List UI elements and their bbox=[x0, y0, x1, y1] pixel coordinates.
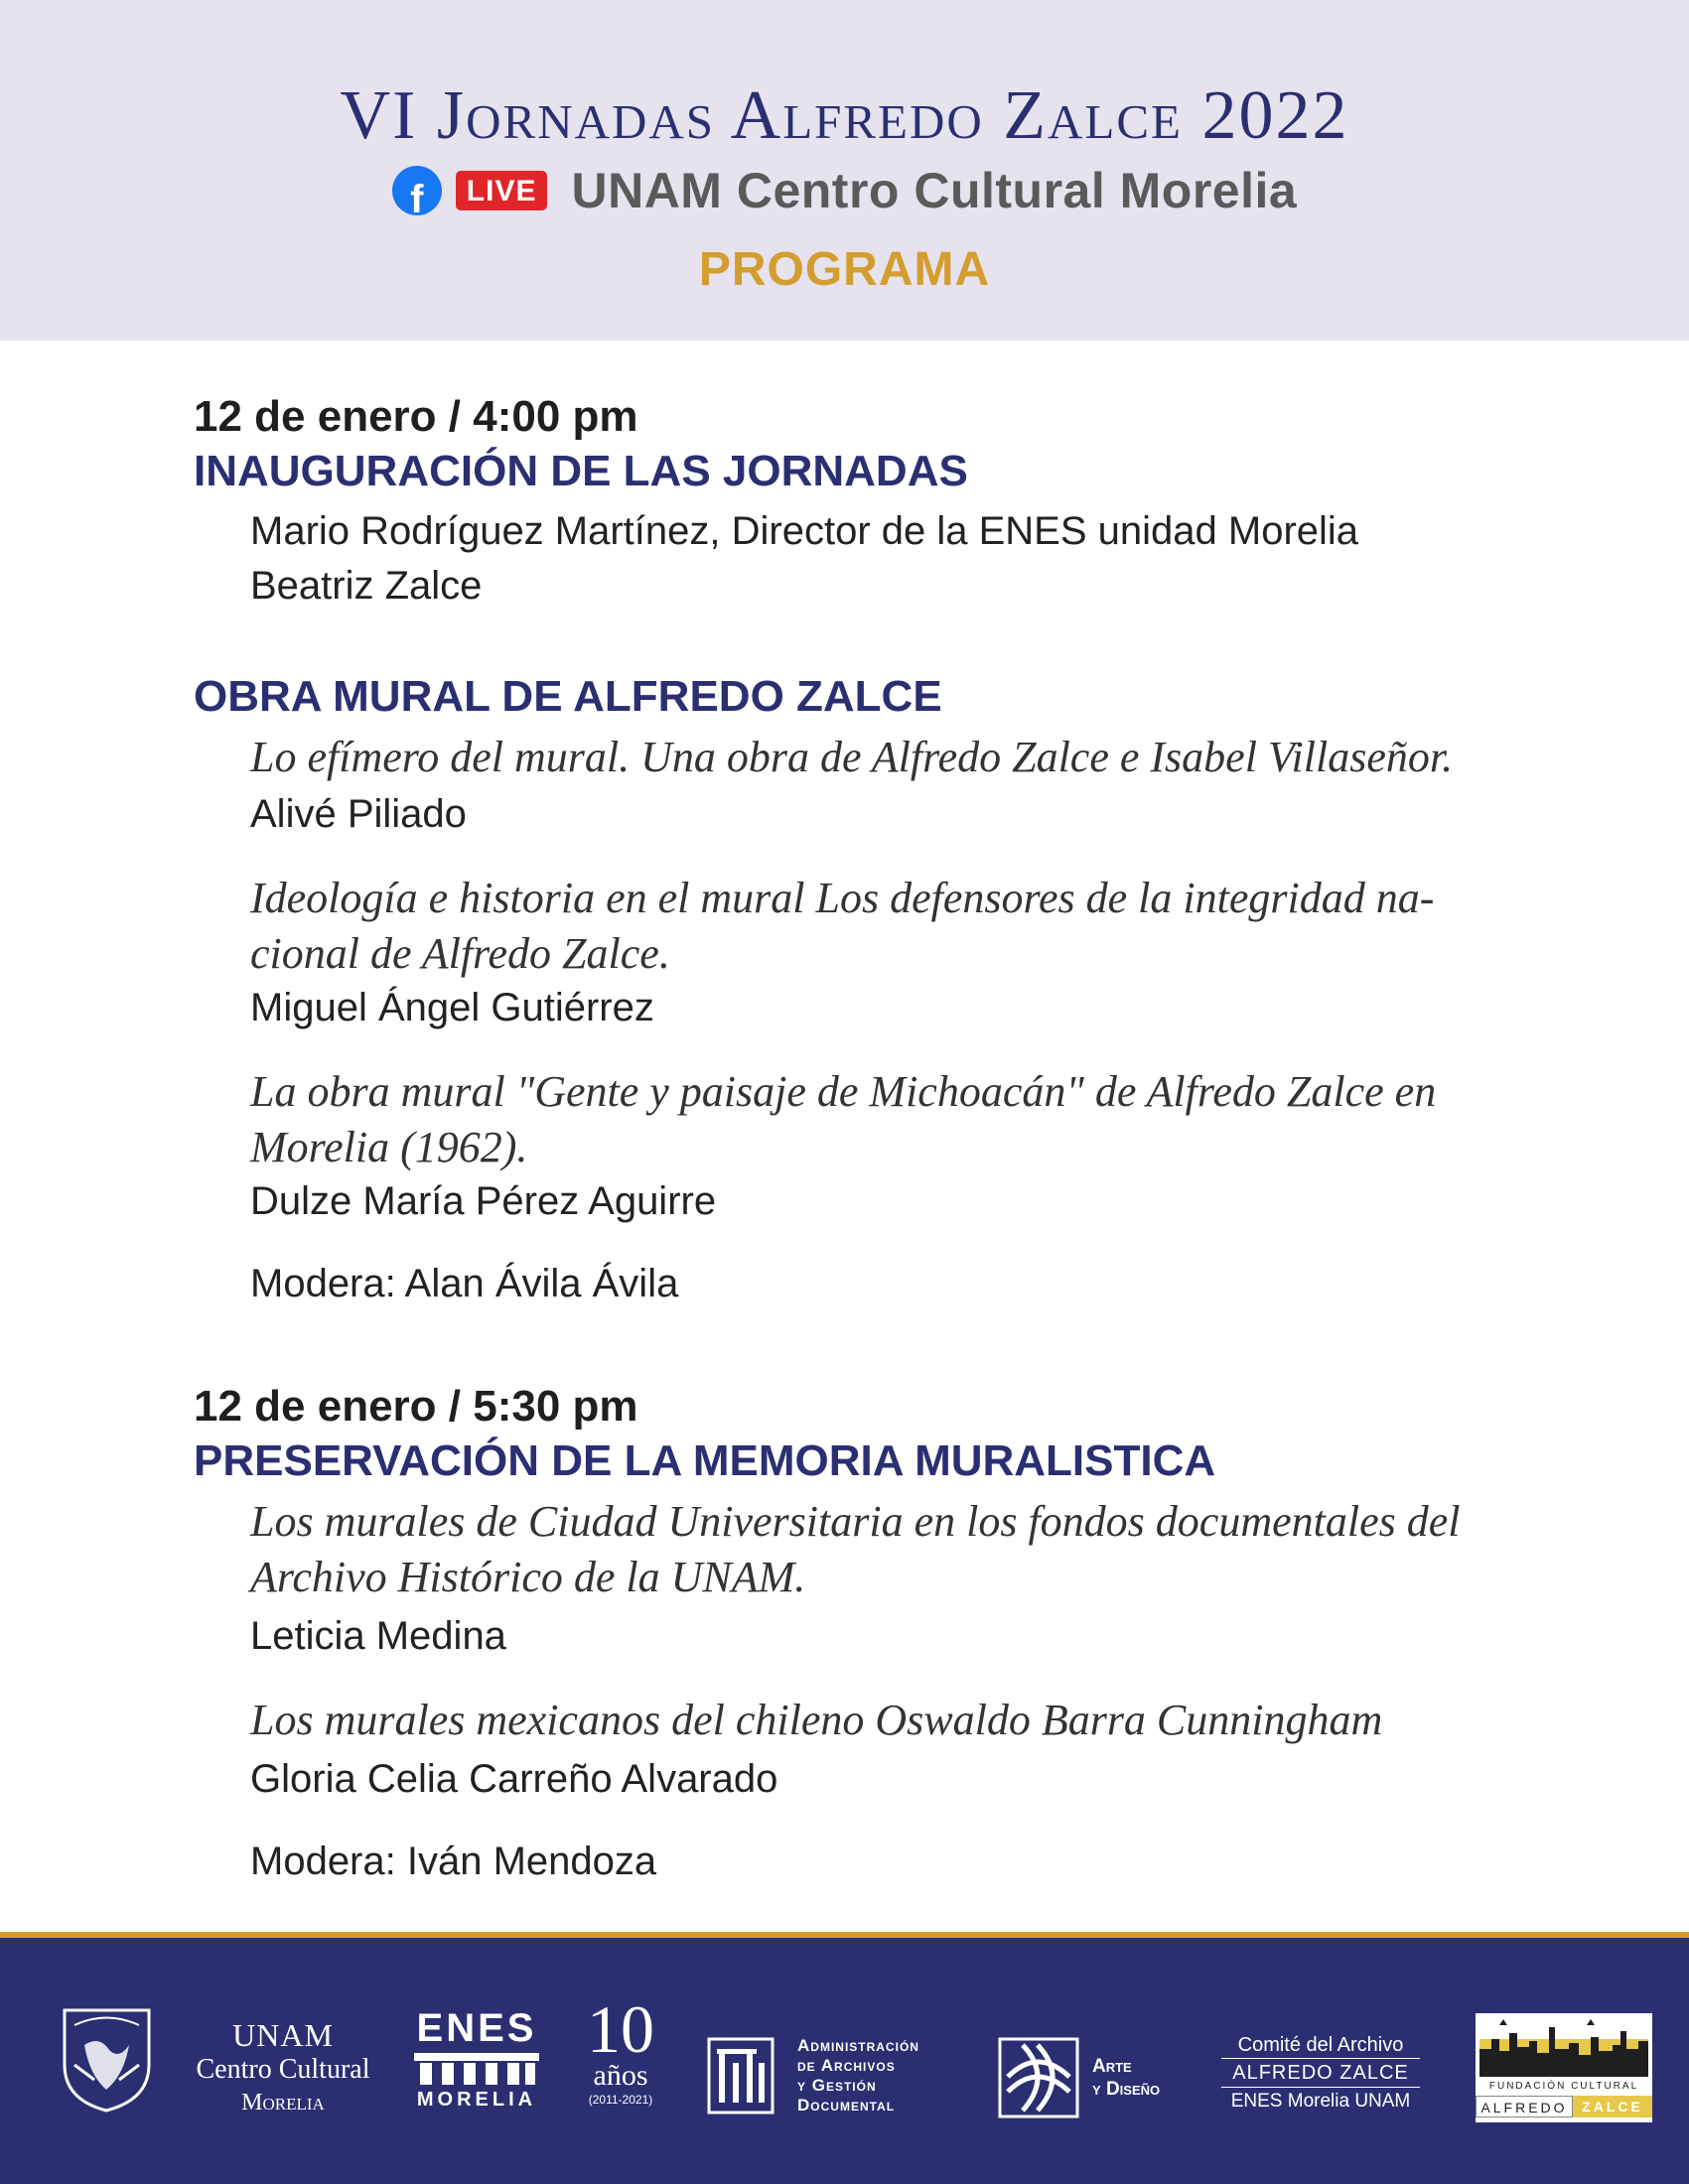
moderator: Modera: Iván Mendoza bbox=[250, 1840, 657, 1883]
speaker: Gloria Celia Carreño Alvarado bbox=[250, 1757, 778, 1801]
unam-shield-icon bbox=[60, 2005, 154, 2115]
speaker: Leticia Medina bbox=[250, 1614, 506, 1658]
talk-title: Los murales mexicanos del chileno Oswaldo Barra Cunningham bbox=[250, 1696, 1383, 1744]
speaker: Mario Rodríguez Martínez, Director de la ENES unidad Morelia bbox=[250, 509, 1359, 553]
enes-logo-top: ENES bbox=[416, 2006, 537, 2050]
arte-diseno-icon bbox=[998, 2037, 1079, 2118]
talk-title bbox=[250, 1064, 1506, 1175]
talk-title-line: Ideología e historia en el mural Los defensores de la integridad na- bbox=[250, 874, 1435, 922]
speaker: Miguel Ángel Gutiérrez bbox=[250, 986, 654, 1029]
logo-line: Administración bbox=[797, 2036, 919, 2055]
logo-line: ALFREDO ZALCE bbox=[1221, 2058, 1420, 2088]
unam-ccm-logo bbox=[189, 2017, 377, 2118]
channel-name: UNAM Centro Cultural Morelia bbox=[571, 163, 1298, 218]
talk-title-line: cional de Alfredo Zalce. bbox=[250, 929, 670, 978]
anos-years: (2011-2021) bbox=[588, 2093, 653, 2107]
city-skyline-icon bbox=[1479, 2019, 1648, 2077]
section-title: OBRA MURAL DE ALFREDO ZALCE bbox=[194, 672, 942, 721]
talk-title: Lo efímero del mural. Una obra de Alfredo Zalce e Isabel Villaseñor. bbox=[250, 733, 1454, 781]
session-date: 12 de enero / 5:30 pm bbox=[194, 1382, 638, 1431]
talk-title-line: Los murales de Ciudad Universitaria en los fondos documentales del bbox=[250, 1497, 1461, 1546]
facebook-icon bbox=[392, 166, 442, 215]
talk-title-line: Archivo Histórico de la UNAM. bbox=[250, 1553, 806, 1601]
arte-logo bbox=[1092, 2055, 1201, 2101]
speaker: Beatriz Zalce bbox=[250, 564, 483, 608]
logo-line: y Gestión bbox=[797, 2076, 877, 2095]
facebook-glyph: f bbox=[410, 178, 424, 215]
anos-word: años bbox=[593, 2059, 648, 2092]
logo-line: Documental bbox=[797, 2096, 896, 2115]
logo-line: ENES Morelia UNAM bbox=[1230, 2091, 1411, 2112]
logo-line: Morelia bbox=[241, 2090, 325, 2116]
speaker: Dulze María Pérez Aguirre bbox=[250, 1179, 717, 1223]
programa-label: PROGRAMA bbox=[698, 243, 991, 296]
fundacion-logo bbox=[1476, 2013, 1652, 2122]
section-title: PRESERVACIÓN DE LA MEMORIA MURALISTICA bbox=[194, 1436, 1216, 1485]
footer-logos bbox=[0, 1938, 1689, 2184]
logo-line: Centro Cultural bbox=[196, 2054, 370, 2085]
comite-logo bbox=[1221, 2032, 1420, 2116]
fundacion-name-bar bbox=[1476, 2096, 1652, 2117]
enes-logo bbox=[402, 2007, 551, 2112]
talk-title-line: La obra mural "Gente y paisaje de Michoacán" de Alfredo Zalce en bbox=[250, 1067, 1437, 1116]
diez-anos-logo bbox=[571, 1991, 670, 2109]
fundacion-word: ZALCE bbox=[1573, 2096, 1652, 2117]
logo-line: UNAM bbox=[232, 2017, 334, 2053]
live-badge: LIVE bbox=[456, 171, 548, 210]
logo-line: Arte bbox=[1092, 2056, 1132, 2077]
facebook-live-row bbox=[0, 162, 1689, 219]
enes-logo-bottom: MORELIA bbox=[416, 2089, 537, 2111]
talk-title bbox=[250, 1494, 1506, 1605]
moderator: Modera: Alan Ávila Ávila bbox=[250, 1262, 679, 1305]
logo-line: Comité del Archivo bbox=[1237, 2034, 1404, 2056]
archive-building-icon bbox=[707, 2037, 774, 2115]
section-title: INAUGURACIÓN DE LAS JORNADAS bbox=[194, 447, 968, 495]
archivos-logo bbox=[797, 2036, 986, 2116]
columns-icon bbox=[412, 2051, 541, 2087]
fundacion-word: ALFREDO bbox=[1476, 2096, 1573, 2117]
header-band bbox=[0, 0, 1689, 341]
logo-line: y Diseño bbox=[1092, 2079, 1161, 2100]
talk-title-line: Morelia (1962). bbox=[250, 1123, 528, 1171]
event-title: VI Jornadas Alfredo Zalce 2022 bbox=[340, 77, 1349, 154]
fundacion-line1: FUNDACIÓN CULTURAL bbox=[1488, 2081, 1639, 2092]
session-date: 12 de enero / 4:00 pm bbox=[194, 392, 638, 441]
talk-title bbox=[250, 871, 1506, 982]
logo-line: de Archivos bbox=[797, 2056, 896, 2075]
speaker: Alivé Piliado bbox=[250, 792, 467, 836]
anos-number: 10 bbox=[587, 1991, 654, 2067]
